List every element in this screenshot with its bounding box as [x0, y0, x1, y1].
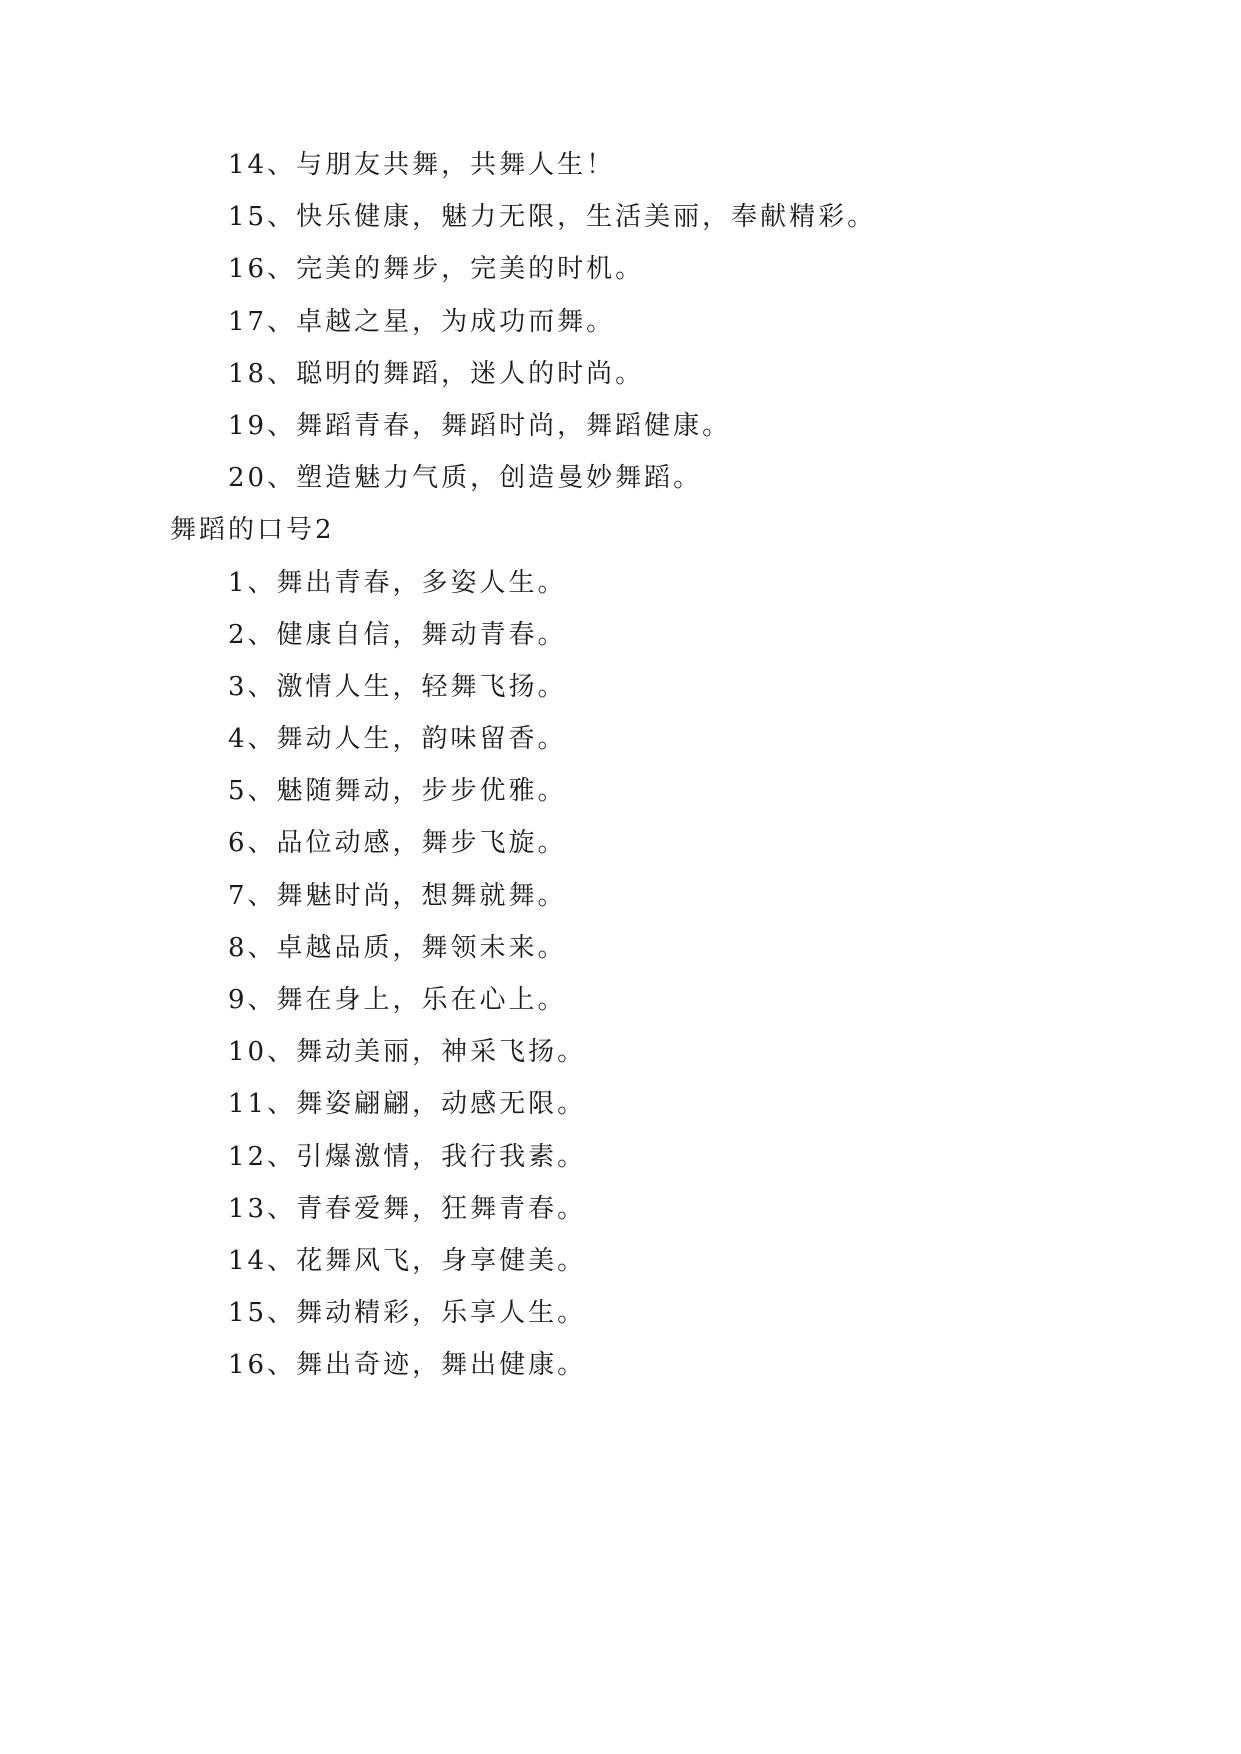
list-item: 14、花舞风飞，身享健美。 — [228, 1245, 587, 1276]
list-item: 17、卓越之星，为成功而舞。 — [228, 306, 616, 337]
list-item: 1、舞出青春，多姿人生。 — [228, 567, 567, 598]
list-item: 16、完美的舞步，完美的时机。 — [228, 254, 645, 285]
list-item: 11、舞姿翩翩，动感无限。 — [228, 1089, 587, 1120]
list-item: 10、舞动美丽，神采飞扬。 — [228, 1037, 587, 1068]
list-item: 5、魅随舞动，步步优雅。 — [228, 776, 567, 807]
list-item: 8、卓越品质，舞领未来。 — [228, 932, 567, 963]
list-item: 16、舞出奇迹，舞出健康。 — [228, 1350, 587, 1381]
list-item: 19、舞蹈青春，舞蹈时尚，舞蹈健康。 — [228, 410, 732, 441]
list-item: 12、引爆激情，我行我素。 — [228, 1141, 587, 1172]
slogan-list-1 — [0, 139, 1241, 504]
list-item: 15、舞动精彩，乐享人生。 — [228, 1298, 587, 1329]
list-item: 7、舞魅时尚，想舞就舞。 — [228, 880, 567, 911]
slogan-list-2 — [0, 557, 1241, 1392]
list-item: 2、健康自信，舞动青春。 — [228, 619, 567, 650]
list-item: 3、激情人生，轻舞飞扬。 — [228, 671, 567, 702]
list-item: 13、青春爱舞，狂舞青春。 — [228, 1193, 587, 1224]
list-item: 9、舞在身上，乐在心上。 — [228, 985, 567, 1015]
list-item: 14、与朋友共舞，共舞人生！ — [228, 150, 616, 180]
list-item: 4、舞动人生，韵味留香。 — [228, 724, 567, 755]
list-item: 15、快乐健康，魅力无限，生活美丽，奉献精彩。 — [228, 202, 877, 233]
document-page — [0, 139, 1241, 1392]
list-item: 6、品位动感，舞步飞旋。 — [228, 828, 567, 859]
list-item: 18、聪明的舞蹈，迷人的时尚。 — [228, 358, 645, 389]
list-item: 20、塑造魅力气质，创造曼妙舞蹈。 — [228, 463, 703, 494]
section-heading: 舞蹈的口号2 — [170, 515, 335, 546]
